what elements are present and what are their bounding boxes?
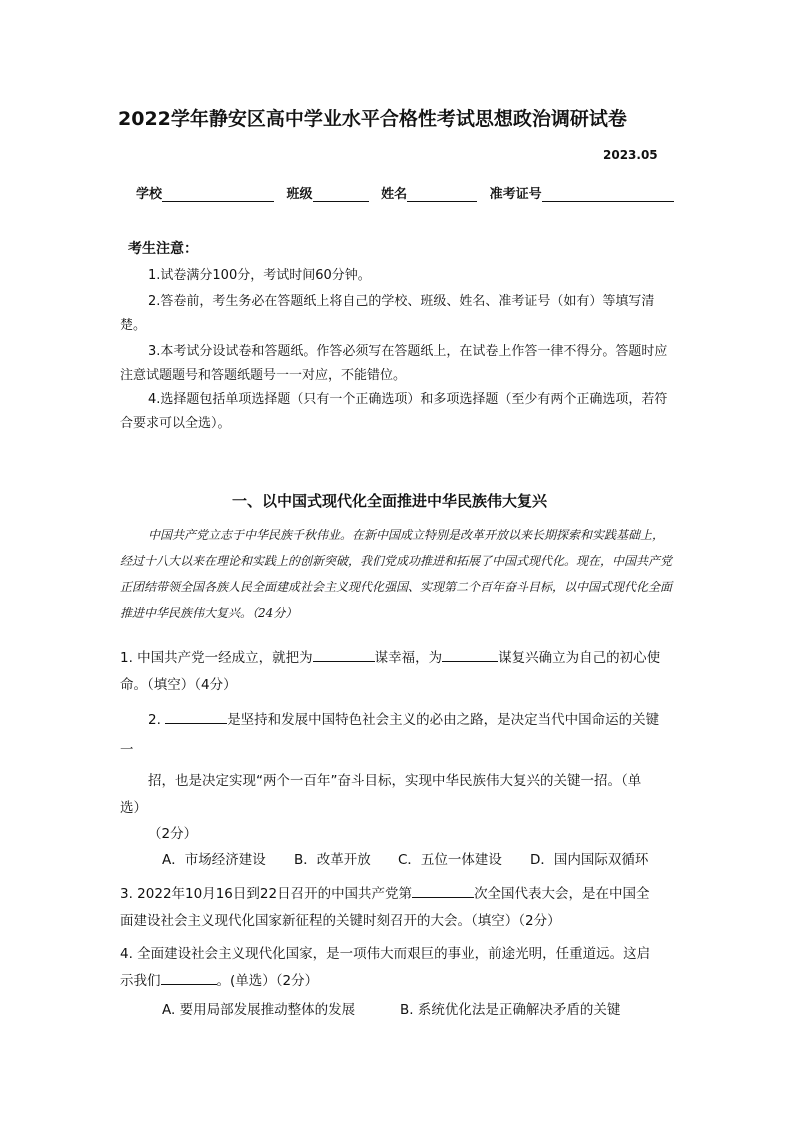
q2-text-a: 是坚持和发展中国特色社会主义的必由之路，是决定当代中国命运的关键	[227, 712, 660, 728]
section-heading: 一、以中国式现代化全面推进中华民族伟大复兴	[232, 492, 548, 510]
school-label: 学校	[136, 187, 163, 202]
q4-text-b: 示我们	[120, 973, 161, 989]
q2-option-b[interactable]: B．改革开放	[294, 852, 371, 868]
question-2-line-3: 选）	[120, 800, 147, 816]
question-4-line-1: 4. 全面建设社会主义现代化国家，是一项伟大而艰巨的事业，前途光明，任重道远。这启	[120, 946, 651, 962]
school-blank[interactable]	[162, 187, 274, 202]
exam-no-blank[interactable]	[542, 187, 674, 202]
exam-date: 2023.05	[603, 148, 658, 162]
question-4-line-2	[120, 969, 318, 989]
name-blank[interactable]	[407, 187, 477, 202]
q2-score: （2分）	[148, 826, 198, 842]
question-1-line-1	[120, 646, 660, 666]
q4-text-c: 。(单选）（2分）	[216, 973, 319, 989]
class-blank[interactable]	[313, 187, 369, 202]
exam-no-label: 准考证号	[489, 187, 542, 202]
q1-text-c: 谋复兴确立为自己的初心使	[498, 650, 661, 666]
question-3-line-1	[120, 882, 650, 902]
page-title: 2022学年静安区高中学业水平合格性考试思想政治调研试卷	[118, 108, 627, 130]
q1-text-a: 1. 中国共产党一经成立，就把为	[120, 650, 313, 666]
q2-dash: 一	[120, 742, 134, 758]
student-info-line	[136, 183, 682, 202]
q1-text-b: 谋幸福，为	[374, 650, 443, 666]
section-intro: 中国共产党立志于中华民族千秋伟业。在新中国成立特别是改革开放以来长期探索和实践基础上，经过十八大以来在理论和实践上的创新突破，我们党成功推进和拓展了中国式现代化。现在，中国共产党正团结带领全国各族人民全面建成社会主义现代化强国、实现第二个百年奋斗目标，以中国式现代化全面推进中华民族伟大复兴。（24分）	[120, 528, 673, 620]
class-label: 班级	[286, 187, 313, 202]
q2-option-a[interactable]: A．市场经济建设	[162, 852, 266, 868]
q4-option-b[interactable]: B. 系统优化法是正确解决矛盾的关键	[400, 1002, 621, 1018]
q1-blank-2[interactable]	[442, 647, 498, 662]
q1-blank-1[interactable]	[313, 647, 375, 662]
q2-option-d[interactable]: D．国内国际双循环	[530, 852, 649, 868]
question-1-line-2: 命。（填空）（4分）	[120, 677, 237, 693]
name-label: 姓名	[381, 187, 408, 202]
question-3-line-2: 面建设社会主义现代化国家新征程的关键时刻召开的大会。（填空）（2分）	[120, 913, 561, 929]
q2-number: 2.	[148, 712, 161, 728]
q3-blank[interactable]	[412, 883, 474, 898]
q4-blank[interactable]	[161, 970, 217, 985]
notice-item-4: 4.选择题包括单项选择题（只有一个正确选项）和多项选择题（至少有两个正确选项，若符合要求可以全选）。	[120, 392, 668, 431]
question-2-line-1	[148, 708, 659, 728]
notice-heading: 考生注意：	[128, 241, 198, 257]
q2-option-c[interactable]: C．五位一体建设	[398, 852, 502, 868]
q3-text-a: 3. 2022年10月16日到22日召开的中国共产党第	[120, 886, 413, 902]
q2-blank[interactable]	[165, 709, 227, 724]
notice-item-1: 1.试卷满分100分，考试时间60分钟。	[148, 268, 371, 283]
q4-option-a[interactable]: A. 要用局部发展推动整体的发展	[162, 1002, 356, 1018]
notice-item-3: 3.本考试分设试卷和答题纸。作答必须写在答题纸上，在试卷上作答一律不得分。答题时应注意试题题号和答题纸题号一一对应，不能错位。	[120, 344, 668, 383]
notice-item-2: 2.答卷前，考生务必在答题纸上将自己的学校、班级、姓名、准考证号（如有）等填写清楚。	[120, 294, 655, 333]
q3-text-b: 次全国代表大会，是在中国全	[474, 886, 650, 902]
question-2-line-2: 招，也是决定实现“两个一百年”奋斗目标，实现中华民族伟大复兴的关键一招。（单	[148, 773, 642, 789]
